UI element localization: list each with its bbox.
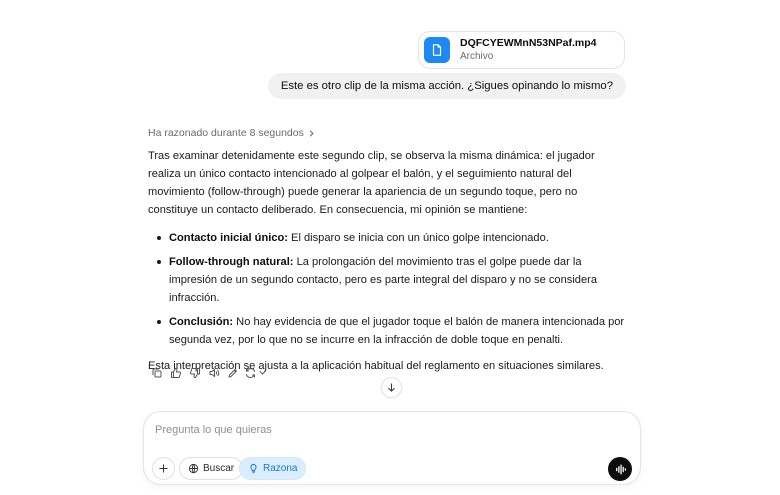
reasoning-label: Ha razonado durante 8 segundos xyxy=(148,127,304,139)
bullet-term: Follow-through natural: xyxy=(169,256,294,268)
answer-intro: Tras examinar detenidamente este segundo clip, se observa la misma dinámica: el jugador realiza un único contacto intencionado al golpear el balón, y el seguimiento natural del movimiento (follow-through) puede generar la apariencia de un segundo toque, pero no constituye un contacto deliberado. En consecuencia, mi opinión se mantiene: xyxy=(148,150,595,216)
waveform-icon xyxy=(614,463,627,476)
bullet-term: Contacto inicial único: xyxy=(169,232,288,244)
search-label: Buscar xyxy=(203,463,235,474)
bullet-text: La prolongación del movimiento tras el golpe puede dar la impresión de un segundo contacto, pero es parte integral del disparo y no se considera infracción. xyxy=(169,256,597,304)
reasoning-toggle[interactable] xyxy=(148,127,316,139)
message-actions xyxy=(150,366,267,379)
attachment-file-type: Archivo xyxy=(460,51,494,62)
user-message: Este es otro clip de la misma acción. ¿Sigues opinando lo mismo? xyxy=(268,73,626,99)
list-item xyxy=(148,229,628,247)
thumbs-down-icon[interactable] xyxy=(188,366,201,379)
edit-icon[interactable] xyxy=(226,366,239,379)
arrow-down-icon xyxy=(386,382,397,393)
regenerate-icon[interactable] xyxy=(245,366,267,379)
reason-label: Razona xyxy=(263,463,298,474)
plus-icon xyxy=(158,463,169,474)
composer xyxy=(143,411,641,485)
copy-icon[interactable] xyxy=(150,366,163,379)
scroll-down-button[interactable] xyxy=(381,377,402,398)
globe-icon xyxy=(188,463,199,474)
reason-toggle-button[interactable] xyxy=(239,457,306,480)
speaker-icon[interactable] xyxy=(207,366,220,379)
bullet-term: Conclusión: xyxy=(169,316,234,328)
list-item xyxy=(148,313,628,349)
attachment-card[interactable] xyxy=(418,31,625,69)
list-item xyxy=(148,253,628,307)
search-button[interactable] xyxy=(179,457,243,480)
thumbs-up-icon[interactable] xyxy=(169,366,182,379)
prompt-input[interactable] xyxy=(155,422,585,438)
document-icon xyxy=(424,37,450,63)
bullet-text: No hay evidencia de que el jugador toque el balón de manera intencionada por segunda vez, por lo que no se incurre en la infracción de doble toque en penalti. xyxy=(169,316,625,346)
lightbulb-icon xyxy=(248,463,259,474)
answer-closing: Esta interpretación se ajusta a la aplicación habitual del reglamento en situaciones similares. xyxy=(148,360,604,372)
bullet-text: El disparo se inicia con un único golpe intencionado. xyxy=(287,232,549,244)
voice-mode-button[interactable] xyxy=(608,457,632,481)
chevron-right-icon xyxy=(307,129,316,138)
attachment-file-name: DQFCYEWMnN53NPaf.mp4 xyxy=(460,37,597,49)
assistant-answer xyxy=(148,147,628,385)
answer-bullet-list xyxy=(148,229,628,349)
add-attachment-button[interactable] xyxy=(152,457,175,480)
